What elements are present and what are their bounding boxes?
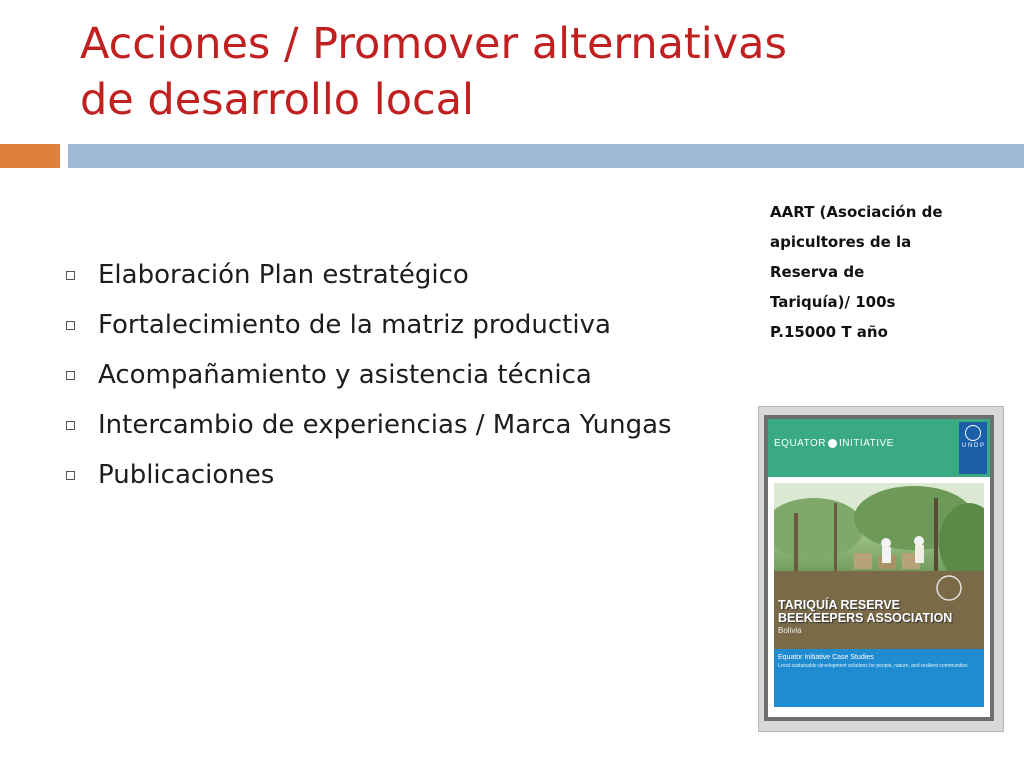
cover-series: Equator Initiative Case Studies <box>778 654 874 661</box>
square-bullet-icon <box>66 371 75 380</box>
bullet-list <box>66 258 736 508</box>
cover-header <box>768 419 990 477</box>
undp-letters: U N D P <box>961 443 984 449</box>
equator-brand-left: EQUATOR <box>774 438 827 449</box>
caption-line: AART (Asociación de <box>770 203 943 221</box>
square-bullet-icon <box>66 421 75 430</box>
bullet-item <box>66 408 736 442</box>
bullet-text: Elaboración Plan estratégico <box>98 260 469 290</box>
equator-brand-right: INITIATIVE <box>839 438 894 449</box>
cover-series-sub: Local sustainable development solutions for people, nature, and resilient communities <box>778 663 968 669</box>
caption-line: Reserva de <box>770 263 865 281</box>
caption-line: P.15000 T año <box>770 323 888 341</box>
caption-line: Tariquía)/ 100s <box>770 293 896 311</box>
bullet-item <box>66 308 736 342</box>
cover-photo <box>774 483 984 649</box>
bullet-item <box>66 458 736 492</box>
cover-title-line-1: TARIQUÍA RESERVE <box>778 598 901 612</box>
undp-logo <box>959 422 987 474</box>
accent-bar-orange <box>0 144 60 168</box>
bullet-item <box>66 258 736 292</box>
publication-cover-frame <box>758 406 1004 732</box>
bullet-text: Acompañamiento y asistencia técnica <box>98 360 592 390</box>
publication-cover <box>764 415 994 721</box>
bullet-text: Intercambio de experiencias / Marca Yungas <box>98 410 672 440</box>
caption-line: apicultores de la <box>770 233 912 251</box>
cover-band <box>774 649 984 707</box>
cover-country: Bolivia <box>778 626 802 635</box>
slide-title-line-1: Acciones / Promover alternativas <box>80 19 787 69</box>
bullet-text: Fortalecimiento de la matriz productiva <box>98 310 611 340</box>
cover-title-line-2: BEEKEEPERS ASSOCIATION <box>778 611 953 625</box>
bullet-item <box>66 358 736 392</box>
cover-title <box>778 599 978 625</box>
bullet-text: Publicaciones <box>98 460 275 490</box>
square-bullet-icon <box>66 471 75 480</box>
square-bullet-icon <box>66 321 75 330</box>
equator-dot-icon <box>828 439 837 448</box>
slide-title-line-2: de desarrollo local <box>80 75 474 125</box>
accent-bar-blue <box>68 144 1024 168</box>
slide-title <box>80 16 900 128</box>
square-bullet-icon <box>66 271 75 280</box>
equator-logo <box>774 438 894 449</box>
caption <box>770 197 1010 347</box>
un-emblem-icon <box>965 425 981 441</box>
